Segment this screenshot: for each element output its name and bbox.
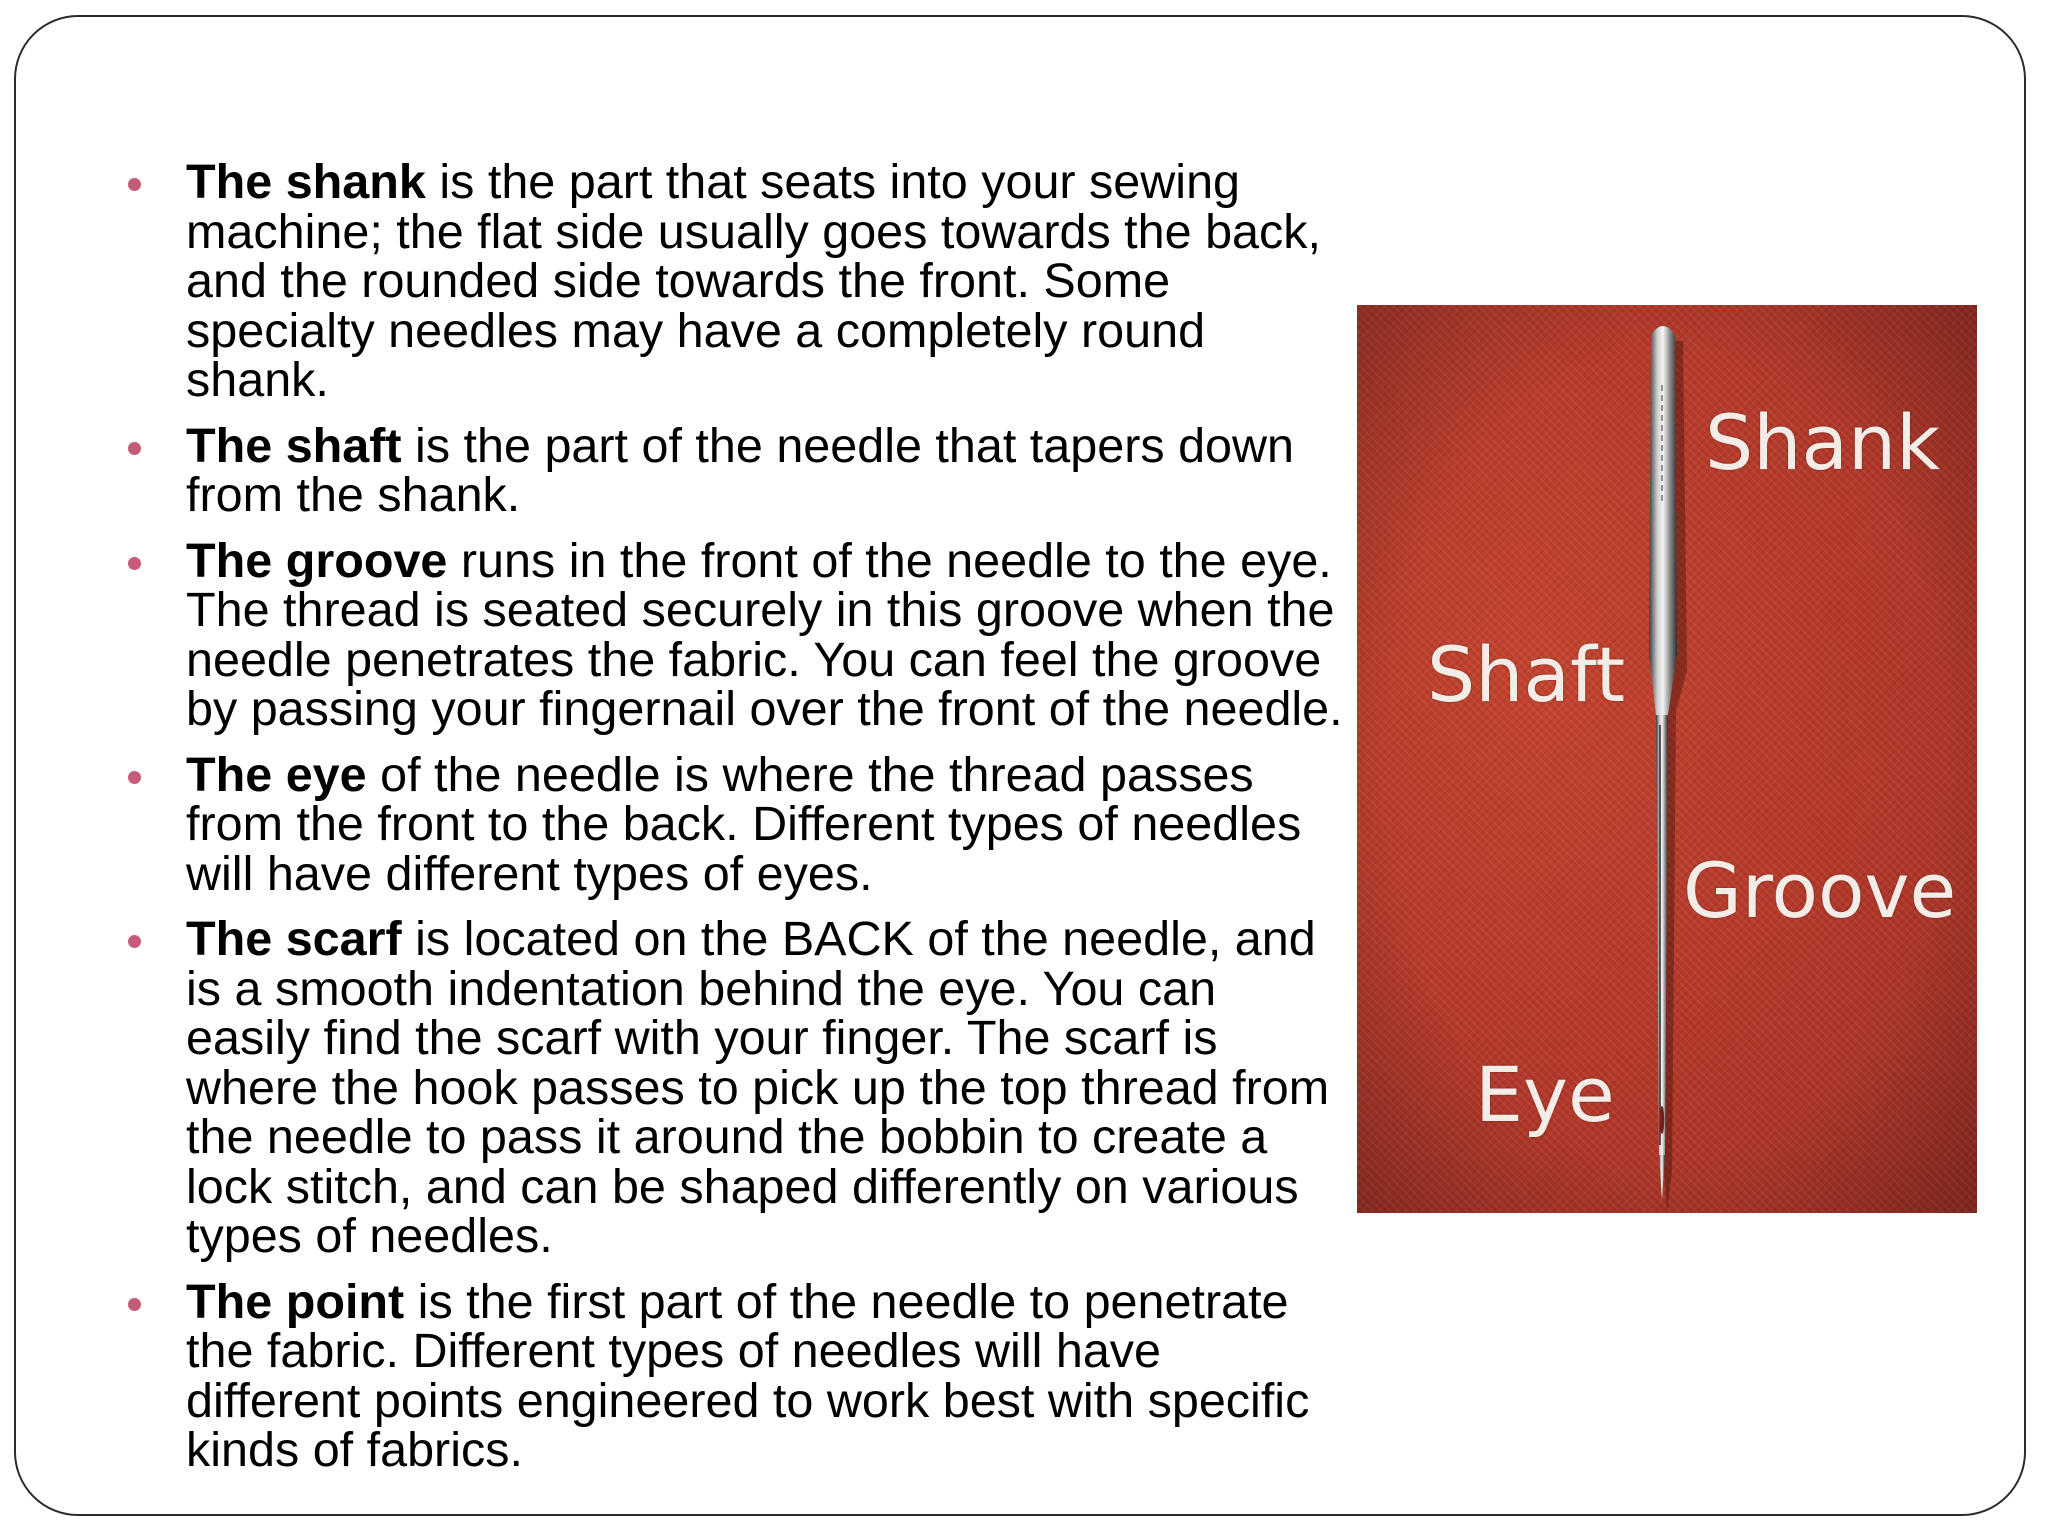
bullet-item-shaft xyxy=(128,418,1348,522)
bullet-dot xyxy=(128,771,141,784)
bullet-item-groove xyxy=(128,533,1348,736)
bullet-item-eye xyxy=(128,747,1348,901)
bullet-term: The shaft xyxy=(186,418,402,473)
label-groove: Groove xyxy=(1683,846,1957,935)
bullet-term: The point xyxy=(186,1274,405,1329)
bullet-dot xyxy=(128,935,141,948)
label-eye: Eye xyxy=(1475,1050,1615,1139)
bullet-dot xyxy=(128,557,141,570)
bullet-text: is the first part of the needle to penetrate the fabric. Different types of needles will have different points engineered to work best with specific kinds of fabrics. xyxy=(186,1274,1310,1477)
bullet-text: is located on the BACK of the needle, and is a smooth indentation behind the eye. You can easily find the scarf with your finger. The scarf is where the hook passes to pick up the top thread from the needle to pass it around the bobbin to create a lock stitch, and can be shaped differently on various types of needles. xyxy=(186,912,1330,1263)
bullet-text: of the needle is where the thread passes from the front to the back. Different types of needles will have different types of eyes. xyxy=(186,747,1302,901)
needle-photo xyxy=(1357,305,1977,1213)
bullet-text: is the part of the needle that tapers down from the shank. xyxy=(186,418,1295,522)
bullet-list xyxy=(128,155,1348,1492)
bullet-term: The shank xyxy=(186,155,426,209)
bullet-text: runs in the front of the needle to the eye. The thread is seated securely in this groove when the needle penetrates the fabric. You can feel the groove by passing your fingernail over the front of the needle. xyxy=(186,533,1343,736)
bullet-dot xyxy=(128,178,141,191)
bullet-item-scarf xyxy=(128,912,1348,1263)
bullet-item-point xyxy=(128,1274,1348,1477)
label-shaft: Shaft xyxy=(1427,630,1626,719)
needle-eye xyxy=(1660,1106,1664,1134)
bullet-term: The groove xyxy=(186,533,448,588)
bullet-item-shank xyxy=(128,155,1348,407)
bullet-dot xyxy=(128,1298,141,1311)
label-shank: Shank xyxy=(1705,398,1941,487)
bullet-term: The scarf xyxy=(186,912,402,966)
bullet-term: The eye xyxy=(186,747,367,802)
bullet-dot xyxy=(128,442,141,455)
bullet-text: is the part that seats into your sewing machine; the flat side usually goes towards the back, and the rounded side towards the front. Some specialty needles may have a completely round shank. xyxy=(186,155,1321,407)
